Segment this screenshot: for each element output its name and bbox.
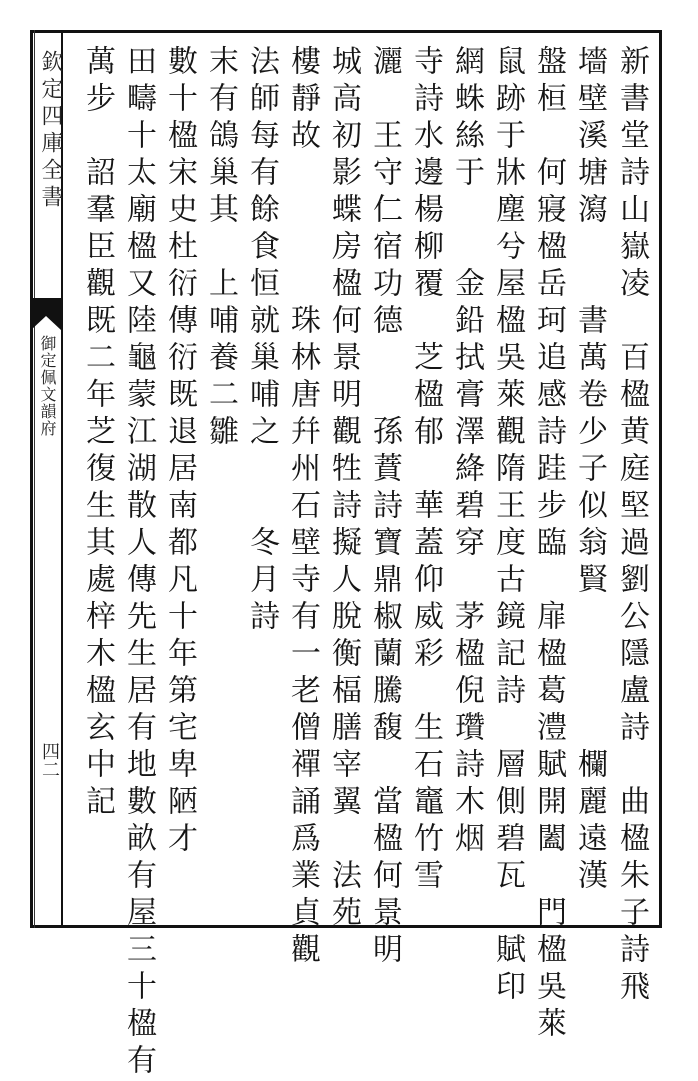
text-column-5: 網蛛絲于 金鉛拭膏澤絳碧穿 茅楹倪瓚詩木烟 xyxy=(449,45,484,859)
text-column-10: 法師每有餘食恒就巢哺之 冬月詩 xyxy=(244,45,279,637)
text-column-9: 樓靜故 珠林唐幷州石壁寺有一老僧禪誦爲業貞觀 xyxy=(285,45,320,970)
text-column-14: 萬步 詔羣臣觀既二年芝復生其處梓木楹玄中記 xyxy=(80,45,115,822)
text-column-7: 灑 王守仁宿功德 孫蕡詩寶鼎椒蘭騰馥 當楹何景明 xyxy=(367,45,402,970)
text-column-8: 城高初影蝶房楹何景明觀牲詩擬人脫衡楅膳宰翼 法苑 xyxy=(326,45,361,933)
margin-page-number: 四二 xyxy=(39,742,60,778)
text-column-4: 鼠跡于牀塵兮屋楹吳萊觀隋王度古鏡記詩 層側碧瓦 賦印 xyxy=(490,45,525,1007)
text-column-1: 新書堂詩山嶽凌 百楹黄庭堅過劉公隱盧詩 曲楹朱子詩飛 xyxy=(614,45,649,1007)
text-column-12: 數十楹宋史杜衍傳衍既退居南都凡十年第宅卑陋才 xyxy=(162,45,197,859)
fishtail-mark-icon xyxy=(31,298,61,330)
margin-rule xyxy=(34,30,35,928)
margin-book-name: 御定佩文韻府 xyxy=(38,335,57,437)
text-column-6: 寺詩水邊楊柳覆 芝楹郁 華蓋仰威彩 生石竈竹雪 xyxy=(408,45,443,896)
text-column-2: 墻壁溪塘瀉 書萬卷少子似翁賢 欄麗遠漢 xyxy=(572,45,607,896)
text-column-13: 田疇十太廟楹又陸龜蒙江湖散人傳先生居有地數畝有屋三十楹有 xyxy=(121,45,156,1081)
text-column-11: 末有鴿巢其 上哺養二雛 xyxy=(203,45,238,452)
text-column-3: 盤桓 何寢楹岳珂追感詩跬步臨 扉楹葛澧賦開闔 門楹吳萊 xyxy=(531,45,566,1044)
margin-title: 欽定四庫全書 xyxy=(38,50,63,212)
